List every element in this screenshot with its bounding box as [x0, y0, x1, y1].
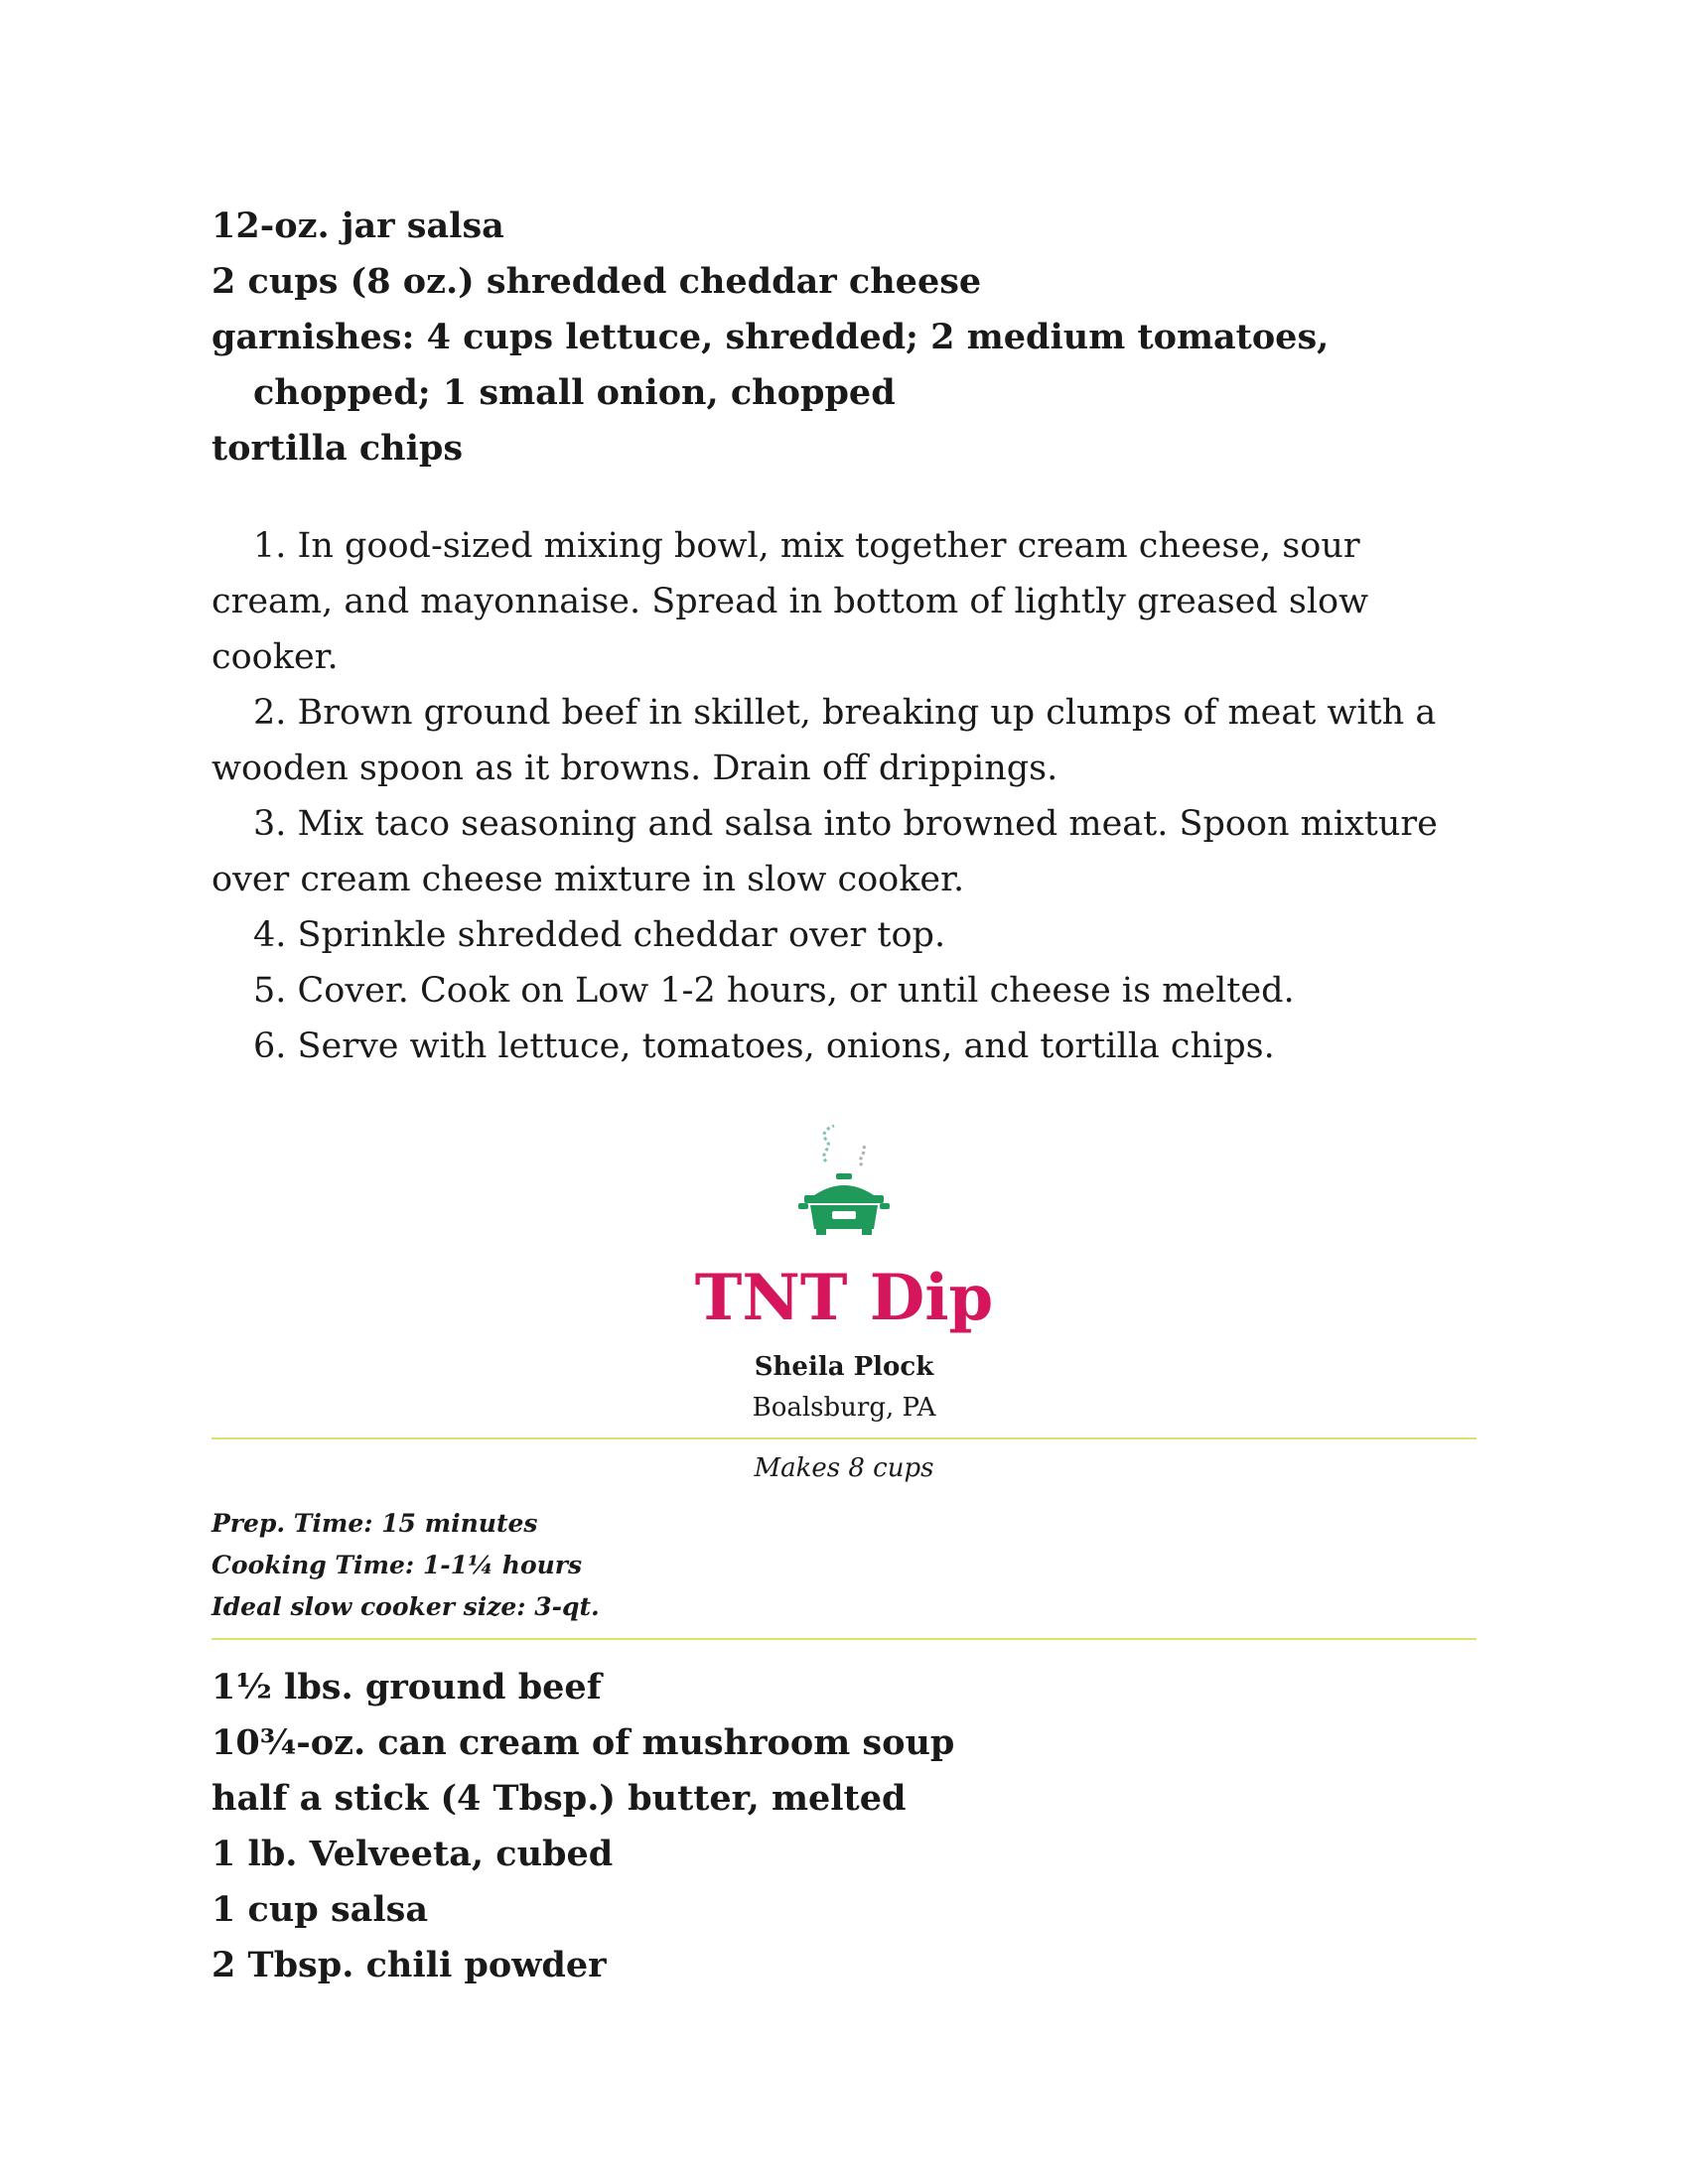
instruction-step: 1. In good-sized mixing bowl, mix together cream cheese, sour cream, and mayonnaise. Spread in bottom of lightly greased slow cooker. [211, 526, 1369, 677]
instruction-step: 6. Serve with lettuce, tomatoes, onions, and tortilla chips. [253, 1026, 1275, 1066]
instruction-step: 5. Cover. Cook on Low 1-2 hours, or until cheese is melted. [253, 971, 1295, 1011]
recipe-title: TNT Dip [694, 1261, 994, 1335]
ingredient-item: 2 Tbsp. chili powder [211, 1945, 607, 1985]
slow-cooker-icon [796, 1122, 892, 1239]
divider [211, 1437, 1477, 1439]
ingredient-item: 10¾-oz. can cream of mushroom soup [211, 1722, 955, 1763]
ingredient-item: 1 cup salsa [211, 1889, 429, 1930]
ingredient-item: 1 lb. Velveeta, cubed [211, 1834, 614, 1874]
recipe-page [211, 199, 1477, 1993]
recipe-yield: Makes 8 cups [754, 1453, 934, 1483]
instruction-step: 2. Brown ground beef in skillet, breaking up clumps of meat with a wooden spoon as it browns. Drain off drippings. [211, 693, 1437, 788]
ingredient-item: garnishes: 4 cups lettuce, shredded; 2 medium tomatoes, chopped; 1 small onion, chopped [211, 317, 1330, 413]
ingredient-item: 2 cups (8 oz.) shredded cheddar cheese [211, 261, 982, 302]
ingredient-item: 1½ lbs. ground beef [211, 1667, 602, 1707]
ingredient-item: half a stick (4 Tbsp.) butter, melted [211, 1778, 907, 1819]
ingredients-list [211, 1660, 1477, 1993]
divider [211, 1638, 1477, 1640]
cooking-time: Cooking Time: 1-1¼ hours [211, 1551, 583, 1579]
instruction-step: 3. Mix taco seasoning and salsa into browned meat. Spoon mixture over cream cheese mixture in slow cooker. [211, 804, 1438, 899]
instructions-list [211, 518, 1477, 1074]
prep-time: Prep. Time: 15 minutes [211, 1509, 538, 1538]
ingredients-list-top [211, 199, 1477, 477]
author-location: Boalsburg, PA [752, 1393, 936, 1423]
ingredient-item: 12-oz. jar salsa [211, 205, 504, 246]
cooker-size: Ideal slow cooker size: 3-qt. [211, 1592, 600, 1621]
recipe-times [211, 1503, 1477, 1628]
instruction-step: 4. Sprinkle shredded cheddar over top. [253, 915, 946, 955]
ingredient-item: tortilla chips [211, 428, 464, 469]
recipe-author: Sheila Plock [754, 1352, 934, 1382]
